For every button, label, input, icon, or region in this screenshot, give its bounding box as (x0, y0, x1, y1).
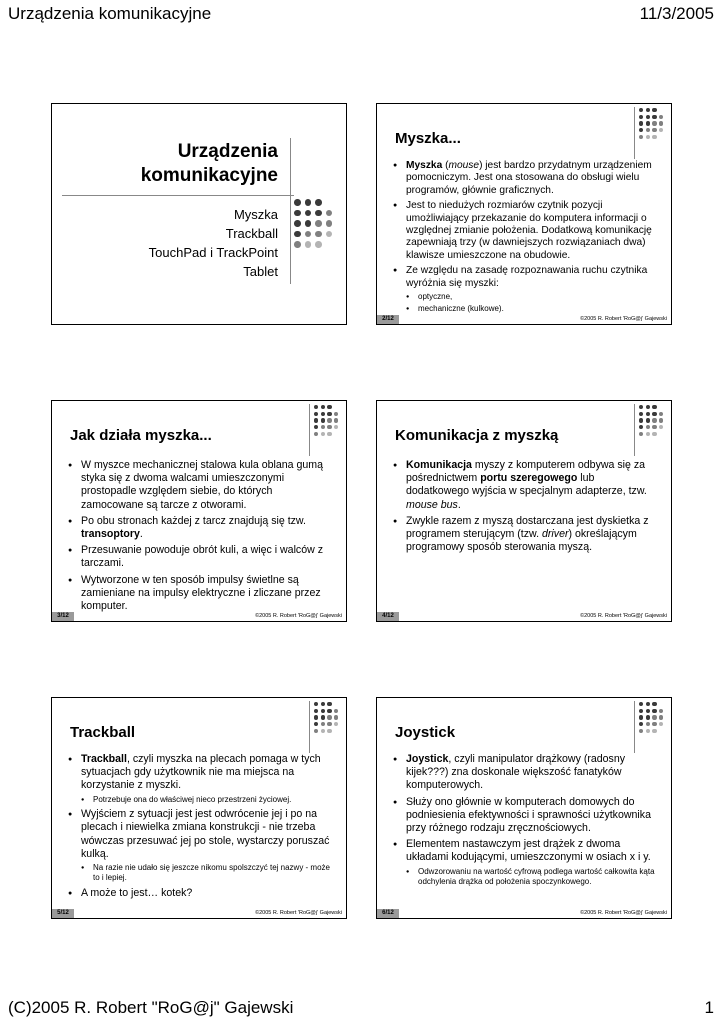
slide-page-number: 5/12 (52, 909, 74, 918)
bullet-item: ● Wytworzone w ten sposób impulsy świetlne są zamieniane na impulsy elektryczne i zliczane przez komputer. (68, 574, 334, 614)
text: Ze względu na zasadę rozpoznawania ruchu czytnika wyróżnia się myszki: (406, 265, 648, 289)
sub-bullet-item: ● Potrzebuje ona do właściwej nieco przestrzeni życiowej. (81, 795, 334, 806)
italic-term: mouse bus (406, 498, 458, 511)
decorative-dot (646, 412, 650, 416)
slide-copyright: ©2005 R. Robert 'RoG@j' Gajewski (580, 910, 667, 916)
decorative-dot (639, 715, 643, 719)
decorative-dot (314, 709, 318, 713)
bold-term: transoptory (81, 528, 140, 541)
italic-term: driver (542, 528, 569, 541)
decorative-dot (327, 418, 331, 422)
decorative-dot (315, 231, 322, 238)
decorative-dot (327, 702, 331, 706)
divider-line (62, 195, 294, 196)
bullet-item: ● Jest to niedużych rozmiarów czytnik pozycji umożliwiający przekazanie do komputera informacji o względnej zmianie położenia. Dodatkową komunikację zapewniają trzy (w dawniejszych rozwiązaniach dwa) klawisze umieszczone na obudowie. (393, 200, 659, 262)
decorative-dot (321, 715, 325, 719)
bold-term: Myszka (406, 160, 443, 171)
decorative-dot (315, 241, 322, 248)
decorative-dot (659, 709, 663, 713)
decorative-dot (646, 722, 650, 726)
decorative-dot (294, 210, 301, 217)
decorative-dot (314, 432, 318, 436)
decorative-dot (652, 115, 656, 119)
decorative-dot (294, 241, 301, 248)
text: ) określającym programowy sposób sterowania myszą. (406, 528, 637, 554)
slide-page-number: 4/12 (377, 612, 399, 621)
decorative-dot (652, 405, 656, 409)
bullet-item (393, 459, 659, 512)
text: ( (442, 160, 449, 171)
slide-footer (377, 909, 671, 918)
bullet-item: ● Służy ono głównie w komputerach domowych do podniesienia efektywności i sprawności użytkownika przy różnego rodzaju zręcznościowych. (393, 796, 659, 836)
decorative-dot (321, 425, 325, 429)
divider-line-vertical (634, 107, 635, 159)
bullet-item (393, 838, 659, 887)
decorative-dot (321, 709, 325, 713)
italic-term: mouse (448, 160, 480, 171)
slide-title: Komunikacja z myszką (395, 427, 559, 444)
decorative-dot (315, 210, 322, 217)
slide-footer (52, 909, 346, 918)
decorative-dot (314, 425, 318, 429)
decorative-dot (327, 405, 331, 409)
bullet-item: ● W myszce mechanicznej stalowa kula oblana gumą styka się z dwoma walcami umieszczonymi prostopadle względem siebie, do których zamocowane są tarcze z otworami. (68, 459, 334, 512)
decorative-dot (652, 121, 656, 125)
document-page-number: 1 (704, 998, 714, 1017)
text: Elementem nastawczym jest drążek z dwoma układami kodującymi, umieszczonymi w osiach x i y. (406, 838, 651, 864)
decorative-dot (305, 241, 312, 248)
bullet-item (68, 808, 334, 884)
decorative-dot (652, 128, 656, 132)
bullet-item (68, 753, 334, 805)
decorative-dot (314, 722, 318, 726)
decorative-dot (334, 425, 338, 429)
decorative-dot (659, 121, 663, 125)
decorative-dot (294, 220, 301, 227)
decorative-dot (646, 121, 650, 125)
bold-term: portu szeregowego (480, 472, 578, 485)
bullet-list (393, 753, 659, 891)
decorative-dot (327, 709, 331, 713)
slide-copyright: ©2005 R. Robert 'RoG@j' Gajewski (580, 613, 667, 619)
slide-page-number: 2/12 (377, 315, 399, 324)
decorative-dot (326, 231, 333, 238)
bullet-item (393, 753, 659, 793)
text: Zwykle razem z myszą dostarczana jest dyskietka z programem sterującym (tzw. (406, 514, 649, 541)
decorative-dot (639, 722, 643, 726)
sub-bullet-item: ● Odwzorowaniu na wartość cyfrową podlega wartość całkowita kąta odchylenia drążka od położenia spoczynkowego. (406, 867, 659, 888)
decorative-dot (314, 418, 318, 422)
slide-4 (376, 400, 672, 622)
sub-bullet-item: ● optyczne, (406, 292, 659, 303)
slide-footer (52, 612, 346, 621)
topic-item: Tablet (243, 264, 278, 279)
decorative-dot (315, 199, 322, 206)
text: ) jest bardzo przydatnym urządzeniem pomocniczym. Jest ona stosowana do obsługi wielu programów, głównie graficznych. (406, 160, 652, 196)
heading-line-1: Urządzenia (177, 141, 278, 162)
decorative-dot (652, 108, 656, 112)
slide-title: Joystick (395, 724, 456, 741)
decorative-dot (646, 128, 650, 132)
decorative-dot (646, 108, 650, 112)
slide-page-number: 6/12 (377, 909, 399, 918)
decorative-dot (659, 425, 663, 429)
decorative-dot (652, 702, 656, 706)
divider-line-vertical (634, 404, 635, 456)
decorative-dot (652, 729, 656, 733)
slide-title: Myszka... (395, 130, 461, 147)
decorative-dot (646, 135, 650, 139)
decorative-dot (639, 432, 643, 436)
decorative-dot (652, 135, 656, 139)
decorative-dot (639, 115, 643, 119)
bullet-list (68, 459, 334, 616)
slide-1-heading (141, 140, 278, 188)
divider-line-vertical (290, 138, 291, 284)
decorative-dot (639, 702, 643, 706)
text: myszy z komputerem odbywa się za pośrednictwem (406, 459, 646, 485)
decorative-dot (294, 231, 301, 238)
slide-copyright: ©2005 R. Robert 'RoG@j' Gajewski (255, 910, 342, 916)
bullet-item (68, 515, 334, 541)
decorative-dot (659, 412, 663, 416)
bullet-item: ● Przesuwanie powoduje obrót kuli, a więc i walców z tarczami. (68, 544, 334, 570)
decorative-dot (321, 729, 325, 733)
sub-bullet-item: ● mechaniczne (kulkowe). (406, 304, 659, 315)
decorative-dot (321, 722, 325, 726)
decorative-dot (321, 702, 325, 706)
decorative-dot (305, 231, 312, 238)
bullet-item (393, 160, 659, 197)
divider-line-vertical (634, 701, 635, 753)
decorative-dot (646, 432, 650, 436)
decorative-dot (305, 210, 312, 217)
decorative-dot (652, 425, 656, 429)
decorative-dot (334, 412, 338, 416)
bold-term: Komunikacja (406, 459, 472, 471)
slide-2 (376, 103, 672, 325)
decorative-dot (294, 199, 301, 206)
decorative-dot (652, 722, 656, 726)
decorative-dot (646, 702, 650, 706)
decorative-dot (327, 425, 331, 429)
decorative-dot (314, 412, 318, 416)
slide-copyright: ©2005 R. Robert 'RoG@j' Gajewski (255, 613, 342, 619)
decorative-dot (327, 715, 331, 719)
decorative-dot (315, 220, 322, 227)
decorative-dot (639, 425, 643, 429)
decorative-dot (639, 729, 643, 733)
decorative-dot (652, 715, 656, 719)
decorative-dot (639, 108, 643, 112)
decorative-dot (334, 722, 338, 726)
text: . (139, 528, 143, 541)
decorative-dot (314, 715, 318, 719)
decorative-dot (314, 405, 318, 409)
decorative-dot (659, 115, 663, 119)
document-footer-author: (C)2005 R. Robert "RoG@j" Gajewski (8, 998, 294, 1017)
slide-5 (51, 697, 347, 919)
decorative-dot (646, 709, 650, 713)
topic-item: TouchPad i TrackPoint (148, 245, 278, 260)
decorative-dot (326, 220, 333, 227)
decorative-dot (646, 418, 650, 422)
decorative-dot (646, 405, 650, 409)
decorative-dot (639, 405, 643, 409)
decorative-dot (305, 220, 312, 227)
text: Wyjściem z sytuacji jest jest odwrócenie jej i po na plecach i niewielka zmiana konstrukcji - nie trzeba wówczas przesuwać jej po stole, wystarczy poruszać kulką. (81, 808, 330, 860)
topic-item: Myszka (233, 207, 278, 222)
sub-bullet-list (81, 795, 334, 806)
decorative-dot (305, 199, 312, 206)
document-header-title: Urządzenia komunikacyjne (8, 4, 212, 23)
decorative-dot (321, 418, 325, 422)
decorative-dot (321, 412, 325, 416)
decorative-dot (326, 210, 333, 217)
decorative-dot (321, 432, 325, 436)
topic-item: Trackball (225, 226, 278, 241)
bullet-item (393, 265, 659, 314)
decorative-dot (659, 722, 663, 726)
slide-title: Jak działa myszka... (70, 427, 212, 444)
decorative-dot (314, 729, 318, 733)
text: , czyli myszka na plecach pomaga w tych sytuacjach gdy użytkownik nie ma miejsca na korzystanie z myszki. (81, 753, 321, 792)
slide-footer (377, 315, 671, 324)
sub-bullet-list (406, 867, 659, 888)
text: lub dodatkowego wyjścia w specjalnym adapterze, tzw. (406, 472, 647, 498)
document-header-date: 11/3/2005 (639, 4, 714, 23)
bullet-list (393, 459, 659, 557)
decorative-dot (314, 702, 318, 706)
decorative-dot (327, 412, 331, 416)
slide-title: Trackball (70, 724, 136, 741)
sub-bullet-list (406, 292, 659, 314)
decorative-dot (334, 715, 338, 719)
sub-bullet-list (81, 863, 334, 884)
decorative-dot (639, 709, 643, 713)
decorative-dot (652, 709, 656, 713)
decorative-dot (639, 412, 643, 416)
slide-page-number: 3/12 (52, 612, 74, 621)
decorative-dot (639, 128, 643, 132)
decorative-dot (334, 418, 338, 422)
decorative-dot (659, 418, 663, 422)
slide-6 (376, 697, 672, 919)
text: . (457, 498, 461, 511)
bullet-item: ● A może to jest… kotek? (68, 887, 334, 900)
heading-line-2: komunikacyjne (140, 165, 278, 186)
decorative-dot (659, 715, 663, 719)
divider-line-vertical (309, 701, 310, 753)
bullet-list (68, 753, 334, 903)
decorative-dot (334, 709, 338, 713)
decorative-dot (652, 432, 656, 436)
decorative-dot (639, 121, 643, 125)
decorative-dot (652, 418, 656, 422)
decorative-dot (321, 405, 325, 409)
decorative-dot (327, 432, 331, 436)
decorative-dot (652, 412, 656, 416)
bullet-list (393, 160, 659, 317)
slide-1-title (51, 103, 347, 325)
slide-copyright: ©2005 R. Robert 'RoG@j' Gajewski (580, 316, 667, 322)
decorative-dot (327, 729, 331, 733)
decorative-dot (327, 722, 331, 726)
decorative-dot (646, 715, 650, 719)
slide-3 (51, 400, 347, 622)
decorative-dot (639, 418, 643, 422)
text: Po obu stronach każdej z tarcz znajdują się tzw. (81, 514, 306, 527)
slide-footer (377, 612, 671, 621)
topic-list (149, 205, 278, 281)
decorative-dot (659, 128, 663, 132)
bullet-item (393, 515, 659, 555)
decorative-dot (646, 425, 650, 429)
decorative-dot (646, 729, 650, 733)
sub-bullet-item: ● Na razie nie udało się jeszcze nikomu spolszczyć tej nazwy - może to i lepiej. (81, 863, 334, 884)
decorative-dot (639, 135, 643, 139)
divider-line-vertical (309, 404, 310, 456)
decorative-dot (646, 115, 650, 119)
bold-term: Trackball (81, 753, 127, 765)
text: , czyli manipulator drążkowy (radosny kijek???) zna doskonale większość fanatyków komputerowych. (406, 753, 626, 792)
bold-term: Joystick (406, 753, 449, 765)
